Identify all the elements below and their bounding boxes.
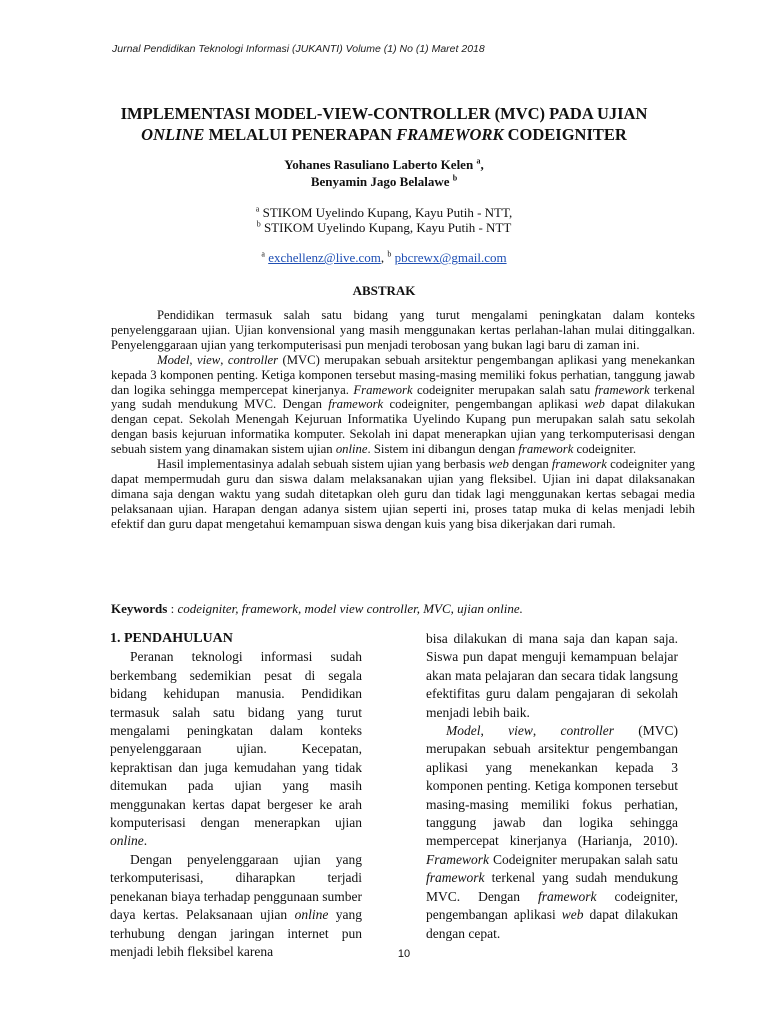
txt: codeigniter, pengembangan aplikasi <box>383 397 585 412</box>
abstract-heading: ABSTRAK <box>352 283 416 298</box>
txt: , <box>480 723 509 739</box>
email-b-sup: b <box>387 249 392 259</box>
txt: dengan <box>508 457 552 472</box>
author-2-name: Benyamin Jago Belalawe <box>310 174 450 189</box>
intro-p2-left-cont: yang terhubung dengan jaringan internet pun menjadi lebih fleksibel karena <box>110 907 362 959</box>
em-framework: framework <box>538 888 597 904</box>
intro-paragraph-1 <box>110 648 362 850</box>
txt: , <box>220 352 228 367</box>
txt: . <box>143 833 148 849</box>
email-separator: , <box>380 250 388 265</box>
author-list <box>100 156 668 190</box>
em-framework: framework <box>518 442 574 457</box>
txt: Dengan penyelenggaraan ujian yang terkomputerisasi, diharapkan terjadi penekanan biaya terhadap penggunaan sumber daya kertas. Pelaksanaan ujian <box>110 851 362 923</box>
txt: (MVC) merupakan sebuah arsitektur pengembangan aplikasi yang menekankan kepada 3 komponen penting. Ketiga komponen tersebut masing-masing memiliki fokus perhatian, tanggung jawab dan logika sehingga mempercepat kinerjanya (Harianja, 2010). <box>426 723 678 849</box>
author-1-suffix: , <box>480 157 484 172</box>
em-model: Model <box>446 723 481 739</box>
em-online: online <box>294 907 329 923</box>
author-2 <box>100 173 668 190</box>
em-model: Model <box>157 352 190 367</box>
em-framework: framework <box>551 457 607 472</box>
column-left <box>110 630 362 961</box>
intro-paragraph-2-continued: bisa dilakukan di mana saja dan kapan saja. Siswa pun dapat menguji kemampuan belajar akan mata pelajaran dan secara tidak langsung efektifitas guru dalam pengajaran di sekolah menjadi lebih baik. <box>426 631 678 720</box>
title-italic-framework: FRAMEWORK <box>396 125 504 144</box>
em-view: view <box>196 352 221 367</box>
running-head: Jurnal Pendidikan Teknologi Informasi (JUKANTI) Volume (1) No (1) Maret 2018 <box>112 43 485 55</box>
em-online: online <box>335 442 368 457</box>
em-web: web <box>561 907 584 923</box>
txt: codeigniter, pengembangan aplikasi <box>426 888 678 923</box>
paper-title <box>100 103 668 145</box>
txt: Codeigniter merupakan salah satu <box>489 851 678 867</box>
affiliation-b <box>100 220 668 235</box>
em-framework: framework <box>426 870 485 886</box>
section-heading: 1. PENDAHULUAN <box>110 631 233 646</box>
affiliations <box>100 205 668 235</box>
txt: codeigniter. <box>573 442 637 457</box>
txt: Peranan teknologi informasi sudah berkembang sedemikian pesat di segala bidang kehidupan manusia. Pendidikan termasuk salah satu bidang yang turut mengalami peningkatan dalam konteks penyelenggaraan ujian. Kecepatan, kepraktisan dan juga kemudahan yang tidak ditemukan pada ujian yang masih menggunakan kertas dapat bergeser ke arah komputerisasi dengan menerapkan ujian <box>110 649 362 831</box>
author-2-sup: b <box>452 173 458 183</box>
affiliation-a-sup: a <box>255 204 260 214</box>
em-framework: Framework <box>353 382 413 397</box>
txt: codeigniter yang dapat mempermudah guru dan siswa dalam melaksanakan ujian yang fleksibel. Ujian ini dapat dilaksanakan dimana saja dengan waktu yang sudah ditetapkan oleh guru dan tidak lagi menggunakan kertas sebagai media pelaksanaan ujian. Harapan dengan adanya sistem ujian seperti ini, proses tatap muka di kelas menjadi lebih efektif dan guru dapat mengetahui kemampuan siswa dengan kuis yang bisa dikerjakan dari rumah. <box>111 457 695 531</box>
intro-paragraph-3 <box>426 722 678 943</box>
txt: , <box>532 723 561 739</box>
em-online: online <box>110 833 144 849</box>
txt: . Sistem ini dibangun dengan <box>367 442 519 457</box>
abstract-paragraph-2 <box>111 353 695 457</box>
title-italic-online: ONLINE <box>141 125 205 144</box>
em-framework: framework <box>594 382 650 397</box>
title-text-end: CODEIGNITER <box>503 125 627 144</box>
email-link-a[interactable]: exchellenz@live.com <box>268 250 381 265</box>
email-a-sup: a <box>261 249 265 259</box>
txt: dapat dilakukan dengan cepat. Sekolah Menengah Kejuruan Informatika Uyelindo Kupang pun merupakan salah satu sekolah dengan basis kejuruan informatika komputer. Sekolah ini dapat menerapkan ujian yang terkomputerisasi dengan sebuah sistem yang dinamakan sistem ujian <box>111 397 695 457</box>
author-1-name: Yohanes Rasuliano Laberto Kelen <box>284 157 474 172</box>
em-framework: Framework <box>426 851 489 867</box>
title-line-2 <box>100 124 668 145</box>
keywords-label: Keywords <box>111 601 168 616</box>
txt: terkenal yang sudah mendukung MVC. Dengan <box>426 870 678 904</box>
txt: terkenal yang sudah mendukung MVC. Dengan <box>111 382 695 412</box>
author-1-sup: a <box>476 156 481 166</box>
keywords-separator: : <box>167 601 178 616</box>
affiliation-a <box>100 205 668 220</box>
keywords-text: codeigniter, framework, model view controller, MVC, ujian online. <box>177 601 523 616</box>
keywords-line <box>111 601 695 617</box>
column-right <box>426 630 678 943</box>
em-view: view <box>508 723 533 739</box>
txt: codeigniter merupakan salah satu <box>412 382 595 397</box>
title-line-1: IMPLEMENTASI MODEL-VIEW-CONTROLLER (MVC) PADA UJIAN <box>120 104 648 123</box>
abstract-paragraph-1: Pendidikan termasuk salah satu bidang yang turut mengalami peningkatan dalam konteks penyelenggaraan ujian. Ujian konvensional yang masih menggunakan kertas perlahan-lahan mulai ditinggalkan. Penyelenggaraan ujian yang terkomputerisasi pun menjadi terobosan yang bukan lagi baru di zaman ini. <box>111 308 695 352</box>
em-web: web <box>584 397 605 412</box>
email-list <box>100 250 668 266</box>
txt: Hasil implementasinya adalah sebuah sistem ujian yang berbasis <box>157 457 489 472</box>
affiliation-a-text: STIKOM Uyelindo Kupang, Kayu Putih - NTT, <box>262 205 513 220</box>
page-number: 10 <box>397 948 411 960</box>
affiliation-b-sup: b <box>256 219 261 229</box>
intro-paragraph-2 <box>110 851 362 961</box>
email-link-b[interactable]: pbcrewx@gmail.com <box>394 250 507 265</box>
abstract-body <box>111 308 695 532</box>
em-controller: controller <box>227 352 279 367</box>
em-framework: framework <box>328 397 384 412</box>
abstract-paragraph-3 <box>111 457 695 532</box>
txt: (MVC) merupakan sebuah arsitektur pengembangan aplikasi yang menekankan kepada 3 komponen penting. Ketiga komponen tersebut masing-masing memiliki fokus perhatian, tanggung jawab dan logika sehingga mempercepat kinerjanya. <box>111 352 696 397</box>
affiliation-b-text: STIKOM Uyelindo Kupang, Kayu Putih - NTT <box>263 220 512 235</box>
txt: , <box>189 352 197 367</box>
title-text: MELALUI PENERAPAN <box>204 125 397 144</box>
em-controller: controller <box>560 723 614 739</box>
txt: dapat dilakukan dengan cepat. <box>426 907 678 941</box>
em-web: web <box>488 457 509 472</box>
author-1 <box>100 156 668 173</box>
